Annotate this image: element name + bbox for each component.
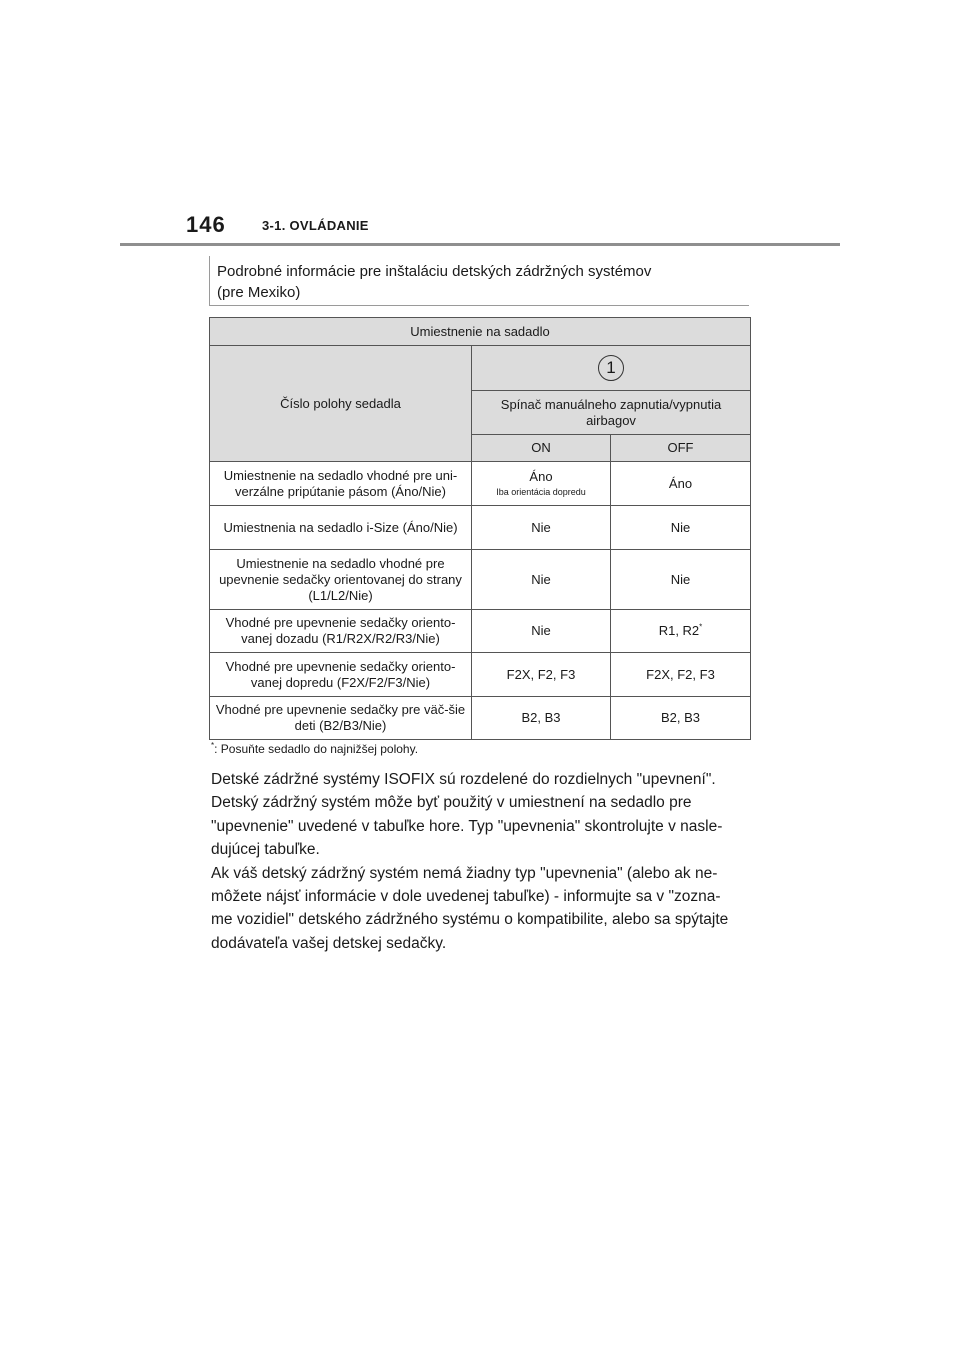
row-label: Vhodné pre upevnenie sedačky oriento-vanej dopredu (F2X/F2/F3/Nie): [210, 653, 472, 697]
row-off-value: F2X, F2, F3: [611, 653, 751, 697]
row-on-note: Iba orientácia dopredu: [496, 486, 586, 497]
row-on-value: B2, B3: [472, 697, 611, 740]
intro-box: [209, 256, 749, 306]
airbag-switch-label: Spínač manuálneho zapnutia/vypnutia airbagov: [472, 391, 751, 435]
row-off-value: Nie: [611, 550, 751, 610]
row-on-value: Nie: [472, 550, 611, 610]
row-off-value: Nie: [611, 506, 751, 550]
row-label: Umiestnenia na sedadlo i-Size (Áno/Nie): [210, 506, 472, 550]
table-row: [210, 653, 751, 697]
row-on-value: Nie: [472, 610, 611, 653]
body-line: Ak váš detský zádržný systém nemá žiadny typ "upevnenia" (alebo ak ne-: [211, 864, 718, 882]
col-off-header: OFF: [611, 435, 751, 462]
body-line: môžete nájsť informácie v dole uvedenej tabuľke) - informujte sa v "zozna-: [211, 888, 721, 906]
row-label: Umiestnenie na sedadlo vhodné pre upevnenie sedačky orientovanej do strany (L1/L2/Nie): [210, 550, 472, 610]
body-line: me vozidiel" detského zádržného systému o kompatibilite, alebo sa spýtajte: [211, 911, 729, 929]
row-on-value: Nie: [472, 506, 611, 550]
row-off-value: B2, B3: [611, 697, 751, 740]
seat-number-cell: [472, 346, 751, 391]
body-line: dodávateľa vašej detskej sedačky.: [211, 934, 447, 952]
header-rule: [120, 243, 840, 246]
row-off-value: Áno: [611, 462, 751, 506]
row-on-value: Áno: [529, 468, 553, 484]
row-off-cell: [611, 610, 751, 653]
row-off-value: R1, R2: [658, 623, 700, 638]
section-title: 3-1. OVLÁDANIE: [262, 218, 369, 233]
intro-line: Podrobné informácie pre inštaláciu detských zádržných systémov: [217, 263, 652, 280]
row-on-value: F2X, F2, F3: [472, 653, 611, 697]
table-title: Umiestnenie na sadadlo: [210, 318, 751, 346]
intro-line: (pre Mexiko): [217, 284, 301, 301]
col-on-header: ON: [472, 435, 611, 462]
table-row: [210, 506, 751, 550]
row-label: Vhodné pre upevnenie sedačky pre väč-šie deti (B2/B3/Nie): [210, 697, 472, 740]
table-row: [210, 462, 751, 506]
row-label: Umiestnenie na sedadlo vhodné pre uni-verzálne pripútanie pásom (Áno/Nie): [210, 462, 472, 506]
table-row: [210, 550, 751, 610]
footnote: [211, 742, 418, 756]
row-label: Vhodné pre upevnenie sedačky oriento-vanej dozadu (R1/R2X/R2/R3/Nie): [210, 610, 472, 653]
body-paragraph: [211, 768, 756, 955]
footnote-text: : Posuňte sedadlo do najnižšej polohy.: [214, 742, 419, 756]
body-line: Detské zádržné systémy ISOFIX sú rozdelené do rozdielnych "upevnení".: [211, 771, 716, 788]
body-line: "upevnenie" uvedené v tabuľke hore. Typ "upevnenia" skontrolujte v nasle-: [211, 817, 723, 835]
body-line: Detský zádržný systém môže byť použitý v umiestnení na sedadlo pre: [211, 794, 692, 812]
table-row: [210, 610, 751, 653]
seat-position-table: [209, 317, 751, 740]
seat-position-label: Číslo polohy sedadla: [210, 346, 472, 462]
seat-number-circle: 1: [598, 355, 624, 381]
table-row: [210, 697, 751, 740]
row-on-cell: [472, 462, 611, 506]
footnote-mark: *: [699, 622, 703, 632]
footnote-mark: *: [211, 741, 215, 750]
page-number: 146: [186, 212, 226, 237]
body-line: dujúcej tabuľke.: [211, 841, 320, 859]
